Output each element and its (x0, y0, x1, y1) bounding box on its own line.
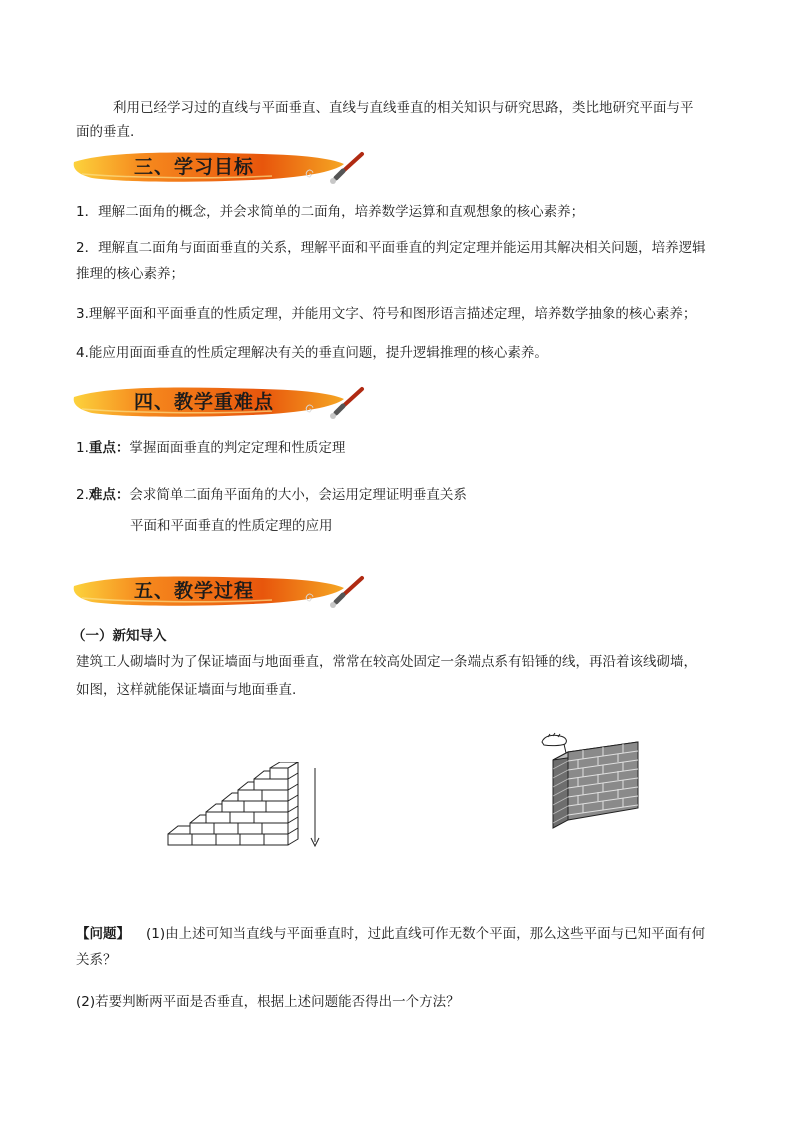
hand-icon (542, 733, 566, 746)
difficult-point-line-2: 平面和平面垂直的性质定理的应用 (130, 518, 333, 534)
svg-text:G: G (302, 402, 315, 416)
intro-paragraph-line-1: 建筑工人砌墙时为了保证墙面与地面垂直，常常在较高处固定一条端点系有铅锤的线，再沿着该线砌墙， (76, 654, 697, 670)
key-point-label: 重点： (88, 440, 130, 456)
difficult-point-number: 2. (76, 487, 89, 503)
key-point-text: 掌握面面垂直的判定定理和性质定理 (129, 440, 346, 456)
intro-line-2: 面的垂直. (76, 124, 135, 140)
section-4-banner (72, 383, 372, 421)
section-5-title: 五、教学过程 (134, 580, 255, 602)
svg-text:G: G (302, 167, 315, 181)
question-2: (2)若要判断两平面是否垂直，根据上述问题能否得出一个方法？ (76, 994, 460, 1010)
objective-item-2: 2．理解直二面角与面面垂直的关系，理解平面和平面垂直的判定定理并能运用其解决相关问题，培养逻辑 (76, 240, 706, 256)
objective-item-2-cont: 推理的核心素养； (76, 266, 184, 282)
section-5-banner (72, 572, 372, 610)
stair-wall-figure (160, 762, 330, 856)
gray-wall-figure (538, 732, 643, 838)
difficult-point-label: 难点： (88, 487, 130, 503)
section-4-title: 四、教学重难点 (134, 391, 275, 413)
intro-line-1: 利用已经学习过的直线与平面垂直、直线与直线垂直的相关知识与研究思路，类比地研究平面与平 (113, 100, 694, 116)
difficult-point-line (76, 483, 467, 507)
sub-heading: （一）新知导入 (72, 628, 167, 644)
section-3-banner (72, 148, 372, 186)
question-1-text: (1)由上述可知当直线与平面垂直时，过此直线可作无数个平面，那么这些平面与已知平面有何 (146, 926, 706, 942)
section-3-title: 三、学习目标 (134, 156, 255, 178)
question-label: 【问题】 (76, 926, 130, 942)
key-point-number: 1. (76, 440, 89, 456)
objective-item-4: 4.能应用面面垂直的性质定理解决有关的垂直问题，提升逻辑推理的核心素养。 (76, 345, 548, 361)
paint-brush-icon (330, 389, 362, 419)
paint-brush-icon (330, 578, 362, 608)
key-point-line (76, 436, 345, 460)
objective-item-3: 3.理解平面和平面垂直的性质定理，并能用文字、符号和图形语言描述定理，培养数学抽象的核心素养； (76, 306, 697, 322)
question-1-line-2: 关系？ (76, 952, 117, 968)
difficult-point-text: 会求简单二面角平面角的大小，会运用定理证明垂直关系 (129, 487, 467, 503)
paint-brush-icon (330, 154, 362, 184)
objective-item-1: 1．理解二面角的概念，并会求简单的二面角，培养数学运算和直观想象的核心素养； (76, 204, 585, 220)
intro-paragraph-line-2: 如图，这样就能保证墙面与地面垂直. (76, 682, 297, 698)
svg-text:G: G (302, 591, 315, 605)
question-1-line-1 (76, 922, 705, 946)
